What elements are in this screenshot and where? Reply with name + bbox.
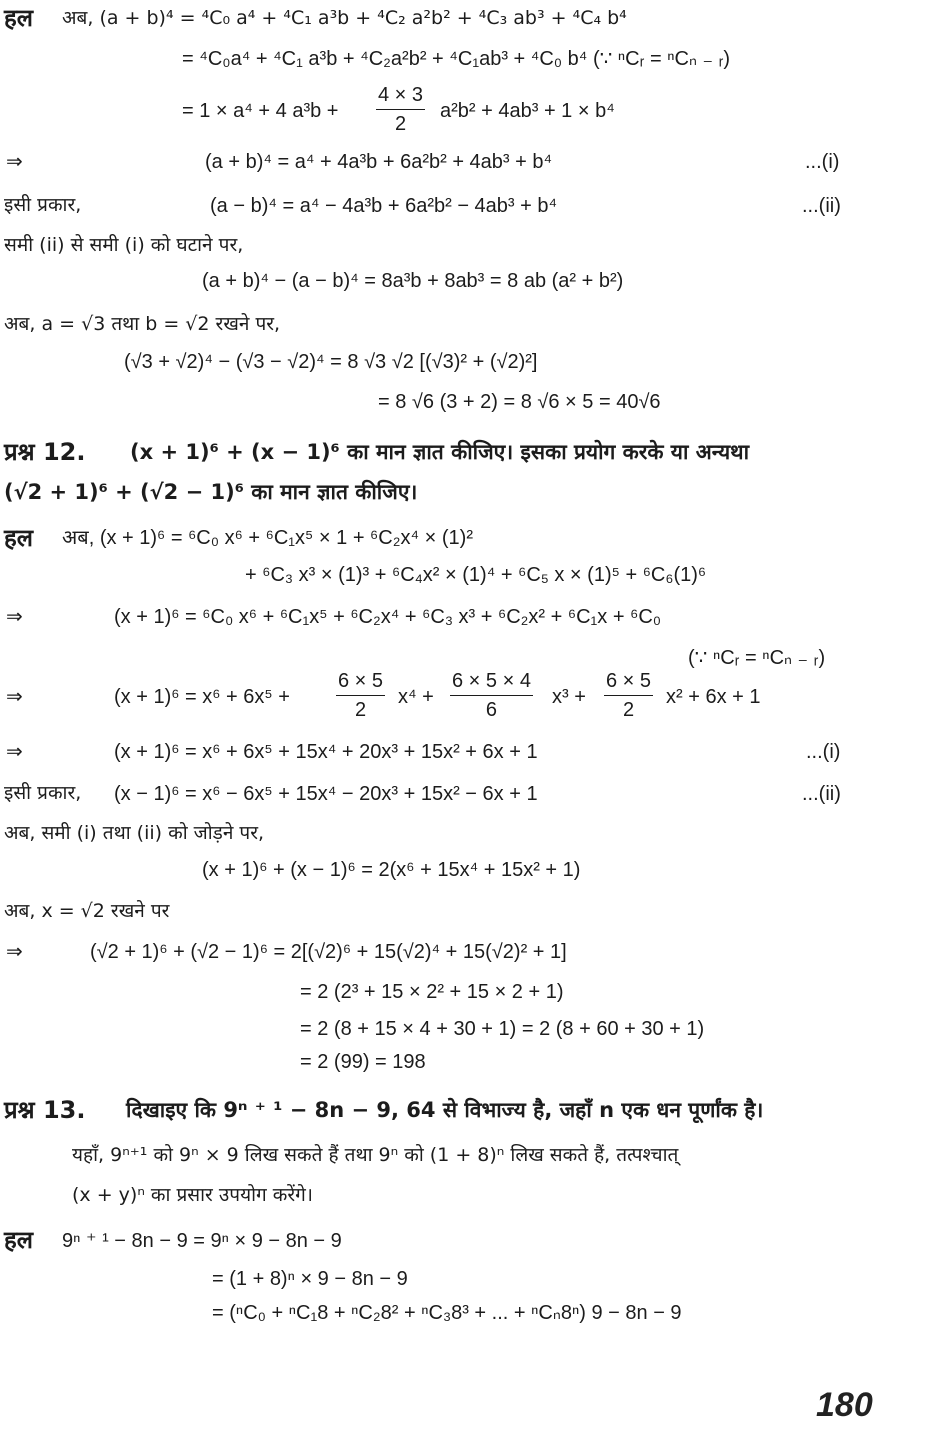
eq-line: (a + b)⁴ = a⁴ + 4a³b + 6a²b² + 4ab³ + b⁴ xyxy=(205,151,553,173)
eq-line: = 2 (99) = 198 xyxy=(300,1051,426,1073)
implies-arrow: ⇒ xyxy=(6,741,23,763)
fraction: $\frac{6 \times 5 \times 4}{6}$ xyxy=(452,670,531,721)
text-line: इसी प्रकार, xyxy=(4,782,82,804)
eq-line: x² + 6x + 1 xyxy=(666,686,761,708)
eq-line: (√3 + √2)⁴ − (√3 − √2)⁴ = 8 √3 √2 [(√3)² + (√2)²] xyxy=(124,351,538,373)
eq-line: x⁴ + xyxy=(398,686,434,708)
eq-tag: ...(ii) xyxy=(802,195,841,217)
eq-line: (√2 + 1)⁶ + (√2 − 1)⁶ = 2[(√2)⁶ + 15(√2)⁴ + 15(√2)² + 1] xyxy=(90,941,567,963)
eq-tag: ...(i) xyxy=(806,741,841,763)
eq-line: = 1 × a⁴ + 4 a³b + xyxy=(182,100,339,122)
eq-line: (x + 1)⁶ = ⁶C₀ x⁶ + ⁶C₁x⁵ + ⁶C₂x⁴ + ⁶C₃ x³ + ⁶C₂x² + ⁶C₁x + ⁶C₀ xyxy=(114,606,662,628)
eq-line: (x + 1)⁶ = x⁶ + 6x⁵ + xyxy=(114,686,290,708)
eq-line: (∵ ⁿCᵣ = ⁿCₙ ₋ ᵣ) xyxy=(688,647,826,669)
eq-line: 9ⁿ ⁺ ¹ − 8n − 9 = 9ⁿ × 9 − 8n − 9 xyxy=(62,1230,342,1252)
question-label: प्रश्न 12. xyxy=(4,438,86,466)
eq-line: = ⁴C₀a⁴ + ⁴C₁ a³b + ⁴C₂a²b² + ⁴C₁ab³ + ⁴C₀ b⁴ (∵ ⁿCᵣ = ⁿCₙ ₋ ᵣ) xyxy=(182,48,731,70)
text-line: इसी प्रकार, xyxy=(4,194,82,216)
hal-label: हल xyxy=(4,4,34,32)
eq-line: (x − 1)⁶ = x⁶ − 6x⁵ + 15x⁴ − 20x³ + 15x² − 6x + 1 xyxy=(114,783,538,805)
fraction: $\frac{4 \times 3}{2}$ xyxy=(378,84,424,135)
eq-tag: ...(i) xyxy=(805,151,840,173)
hal-label: हल xyxy=(4,1226,34,1254)
eq-line: (x + 1)⁶ + (x − 1)⁶ = 2(x⁶ + 15x⁴ + 15x² + 1) xyxy=(202,859,581,881)
text-line: अब, a = √3 तथा b = √2 रखने पर, xyxy=(4,313,281,335)
eq-line: x³ + xyxy=(552,686,586,708)
text-line: अब, समी (i) तथा (ii) को जोड़ने पर, xyxy=(4,822,265,844)
eq-line: = 2 (2³ + 15 × 2² + 15 × 2 + 1) xyxy=(300,981,564,1003)
hint-text: यहाँ, 9ⁿ⁺¹ को 9ⁿ × 9 लिख सकते हैं तथा 9ⁿ को (1 + 8)ⁿ लिख सकते हैं, तत्पश्चात् xyxy=(72,1144,679,1166)
fraction: $\frac{6 \times 5}{2}$ xyxy=(606,670,652,721)
text-line: समी (ii) से समी (i) को घटाने पर, xyxy=(4,234,244,256)
eq-line: + ⁶C₃ x³ × (1)³ + ⁶C₄x² × (1)⁴ + ⁶C₅ x × (1)⁵ + ⁶C₆(1)⁶ xyxy=(245,564,707,586)
eq-line: = 2 (8 + 15 × 4 + 30 + 1) = 2 (8 + 60 + 30 + 1) xyxy=(300,1018,705,1040)
eq-line: अब, (x + 1)⁶ = ⁶C₀ x⁶ + ⁶C₁x⁵ × 1 + ⁶C₂x⁴ × (1)² xyxy=(62,527,473,549)
implies-arrow: ⇒ xyxy=(6,151,23,173)
question-label: प्रश्न 13. xyxy=(4,1096,86,1124)
eq-tag: ...(ii) xyxy=(802,783,841,805)
page-number: 180 xyxy=(816,1386,873,1424)
hal-label: हल xyxy=(4,524,34,552)
question-text: दिखाइए कि 9ⁿ ⁺ ¹ − 8n − 9, 64 से विभाज्य है, जहाँ n एक धन पूर्णांक है। xyxy=(126,1098,764,1122)
implies-arrow: ⇒ xyxy=(6,941,23,963)
question-text: (x + 1)⁶ + (x − 1)⁶ का मान ज्ञात कीजिए। इसका प्रयोग करके या अन्यथा xyxy=(130,440,750,464)
eq-line: (x + 1)⁶ = x⁶ + 6x⁵ + 15x⁴ + 20x³ + 15x² + 6x + 1 xyxy=(114,741,538,763)
eq-line: = (ⁿC₀ + ⁿC₁8 + ⁿC₂8² + ⁿC₃8³ + ... + ⁿCₙ8ⁿ) 9 − 8n − 9 xyxy=(212,1302,682,1324)
eq-line: अब, (a + b)⁴ = ⁴C₀ a⁴ + ⁴C₁ a³b + ⁴C₂ a²b² + ⁴C₃ ab³ + ⁴C₄ b⁴ xyxy=(62,7,627,29)
text-line: अब, x = √2 रखने पर xyxy=(4,900,170,922)
eq-line: a²b² + 4ab³ + 1 × b⁴ xyxy=(440,100,615,122)
eq-line: = 8 √6 (3 + 2) = 8 √6 × 5 = 40√6 xyxy=(378,391,661,413)
hint-text: (x + y)ⁿ का प्रसार उपयोग करेंगे। xyxy=(72,1184,314,1206)
fraction: $\frac{6 \times 5}{2}$ xyxy=(338,670,384,721)
implies-arrow: ⇒ xyxy=(6,686,23,708)
eq-line: = (1 + 8)ⁿ × 9 − 8n − 9 xyxy=(212,1268,408,1290)
eq-line: (a − b)⁴ = a⁴ − 4a³b + 6a²b² − 4ab³ + b⁴ xyxy=(210,195,558,217)
implies-arrow: ⇒ xyxy=(6,606,23,628)
eq-line: (a + b)⁴ − (a − b)⁴ = 8a³b + 8ab³ = 8 ab (a² + b²) xyxy=(202,270,624,292)
question-text: (√2 + 1)⁶ + (√2 − 1)⁶ का मान ज्ञात कीजिए। xyxy=(4,480,418,504)
